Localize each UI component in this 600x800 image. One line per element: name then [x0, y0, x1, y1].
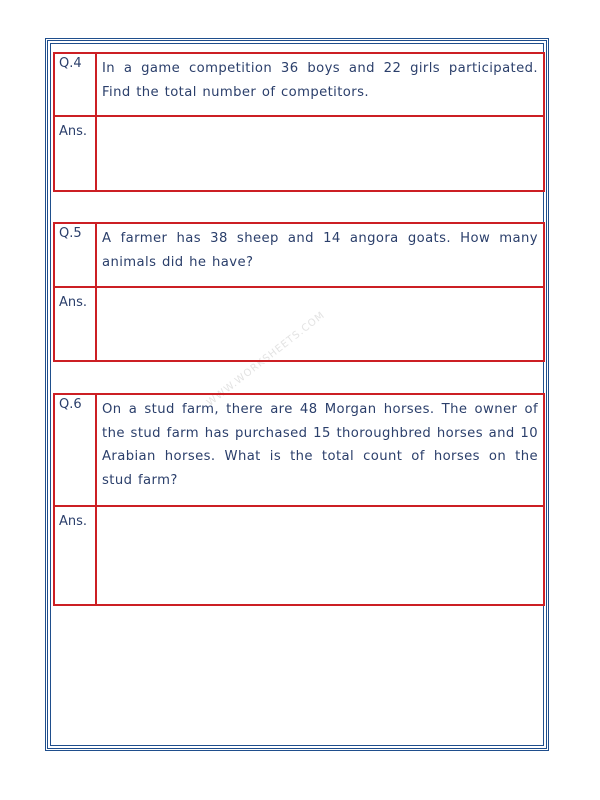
question-number: Q.6 [55, 395, 97, 505]
answer-space[interactable] [97, 507, 543, 604]
answer-space[interactable] [97, 117, 543, 190]
question-row [55, 395, 543, 505]
question-block-5 [53, 222, 545, 362]
question-block-6 [53, 393, 545, 606]
answer-row [55, 286, 543, 360]
answer-label: Ans. [55, 507, 97, 604]
answer-row [55, 505, 543, 604]
question-number: Q.4 [55, 54, 97, 115]
answer-space[interactable] [97, 288, 543, 360]
question-row [55, 224, 543, 286]
question-block-4 [53, 52, 545, 192]
answer-label: Ans. [55, 117, 97, 190]
question-row [55, 54, 543, 115]
watermark-text: WWW.WORKSHEETS.COM [205, 309, 328, 409]
answer-row [55, 115, 543, 190]
question-number: Q.5 [55, 224, 97, 286]
question-text: On a stud farm, there are 48 Morgan horses. The owner of the stud farm has purchased 15 thoroughbred horses and 10 Arabian horses. What is the total count of horses on the stud farm? [102, 402, 538, 488]
question-text: A farmer has 38 sheep and 14 angora goats. How many animals did he have? [102, 231, 538, 270]
answer-label: Ans. [55, 288, 97, 360]
question-text: In a game competition 36 boys and 22 girls participated. Find the total number of competitors. [102, 61, 538, 100]
